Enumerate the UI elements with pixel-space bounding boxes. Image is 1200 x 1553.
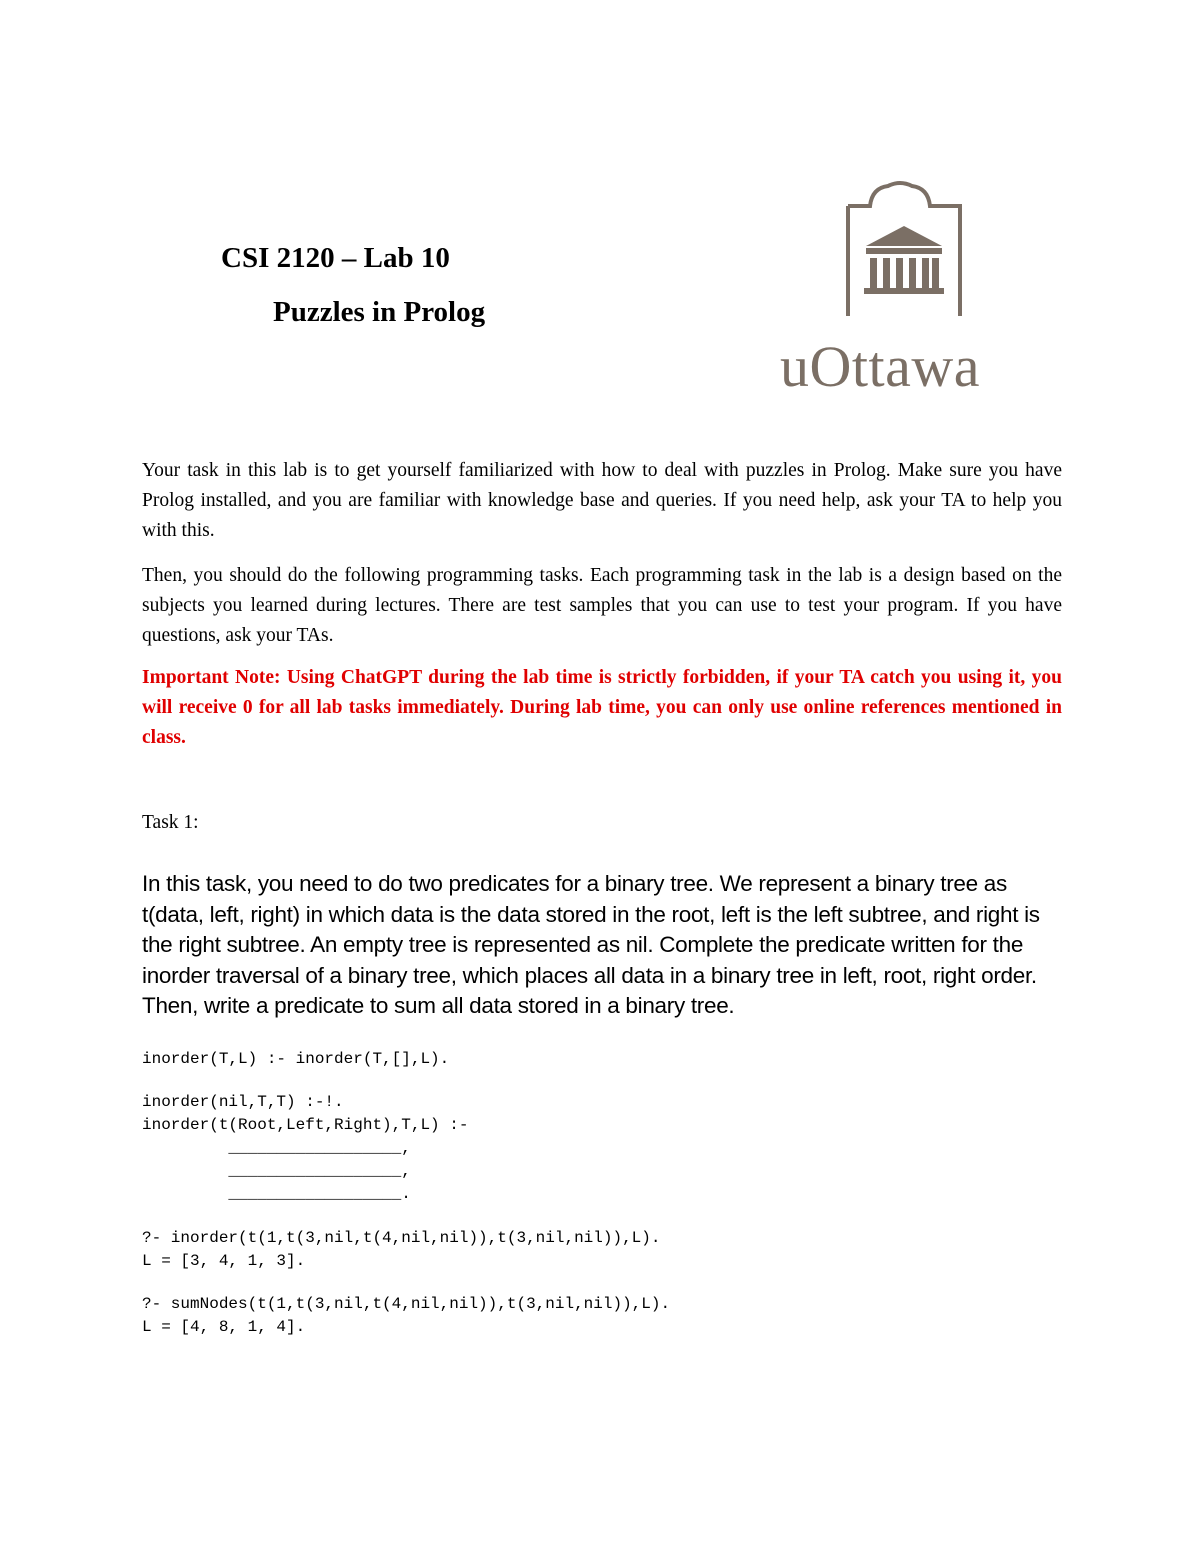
task1-description: In this task, you need to do two predicates for a binary tree. We represent a binary tree as t(data, left, right) in which data is the data stored in the root, left is the left subtree, and right is the right subtree. An empty tree is represented as nil. Complete the predicate written for the inorder traversal of a binary tree, which places all data in a binary tree in left, root, right order. Then, write a predicate to sum all data stored in a binary tree. <box>142 871 1040 1018</box>
example-sumnodes-query: ?- sumNodes(t(1,t(3,nil,t(4,nil,nil)),t(3,nil,nil)),L). L = [4, 8, 1, 4]. <box>142 1295 671 1336</box>
uottawa-wordmark: uOttawa <box>780 334 980 399</box>
task1-heading: Task 1: <box>142 812 199 833</box>
code-inorder-clauses: inorder(nil,T,T) :-!. inorder(t(Root,Left,Right),T,L) :- __________________, __________________, __________________. <box>142 1093 469 1203</box>
instructions-paragraph: Then, you should do the following programming tasks. Each programming task in the lab is a design based on the subjects you learned during lectures. There are test samples that you can use to test your program. If you have questions, ask your TAs. <box>142 565 1062 646</box>
document-subtitle: Puzzles in Prolog <box>273 296 486 328</box>
document-title: CSI 2120 – Lab 10 <box>221 242 450 274</box>
important-note: Important Note: Using ChatGPT during the lab time is strictly forbidden, if your TA catch you using it, you will receive 0 for all lab tasks immediately. During lab time, you can only use online references mentioned in class. <box>142 667 1062 748</box>
intro-paragraph: Your task in this lab is to get yourself familiarized with how to deal with puzzles in Prolog. Make sure you have Prolog installed, and you are familiar with knowledge base and queries. If you need help, ask your TA to help you with this. <box>142 460 1062 541</box>
code-inorder-wrapper: inorder(T,L) :- inorder(T,[],L). <box>142 1050 450 1068</box>
example-inorder-query: ?- inorder(t(1,t(3,nil,t(4,nil,nil)),t(3,nil,nil)),L). L = [3, 4, 1, 3]. <box>142 1229 661 1270</box>
